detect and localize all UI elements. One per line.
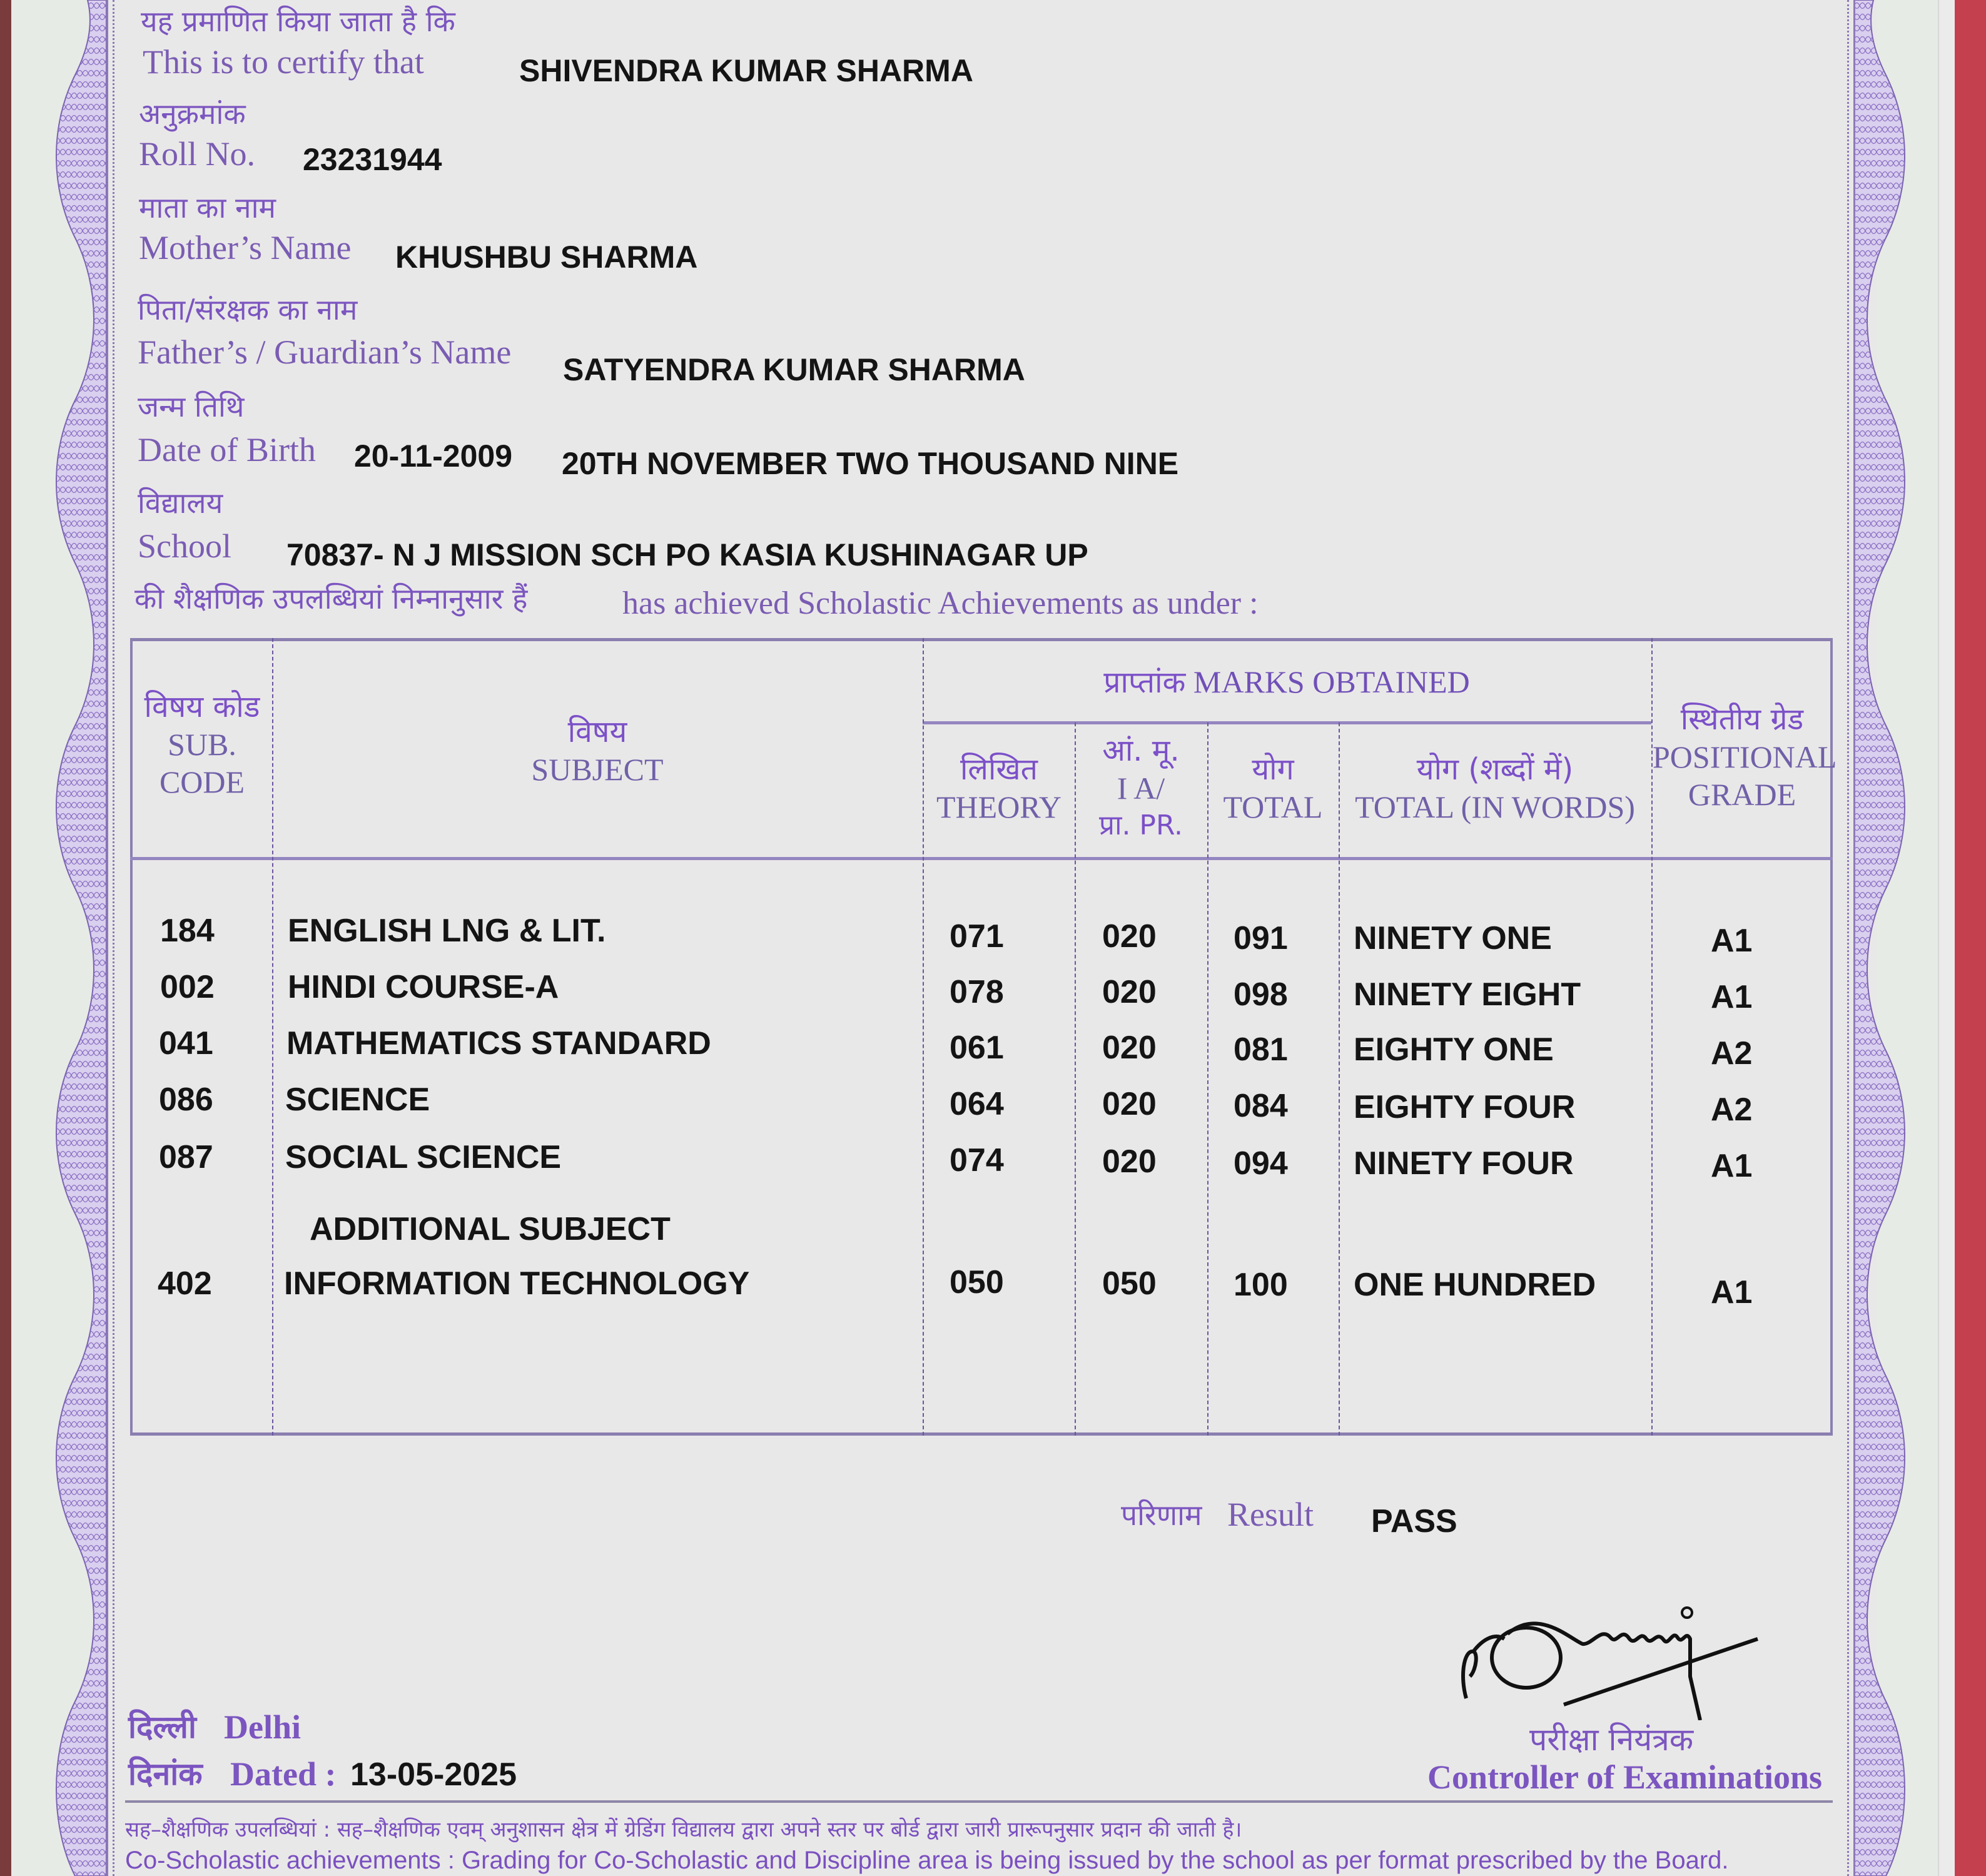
ia-marks: 050: [1102, 1265, 1157, 1302]
marks-subheader-rule: [923, 721, 1651, 724]
mother-label-hindi: माता का नाम: [139, 191, 276, 225]
grade: A1: [1711, 979, 1753, 1015]
school-label: School: [138, 527, 232, 565]
header-marks-obtained: प्राप्तांक MARKS OBTAINED: [1103, 664, 1470, 700]
controller-hindi: परीक्षा नियंत्रक: [1529, 1721, 1694, 1758]
ia-marks: 020: [1102, 1030, 1157, 1066]
total-words: NINETY FOUR: [1354, 1145, 1574, 1182]
microtext-line-right: [1847, 0, 1849, 1876]
theory-marks: 061: [950, 1030, 1004, 1066]
frame-left-edge: [0, 0, 11, 1876]
header-total: योग TOTAL: [1223, 752, 1323, 824]
header-subject: विषय SUBJECT: [531, 714, 664, 787]
roll-label: Roll No.: [139, 135, 256, 173]
result-value: PASS: [1371, 1503, 1457, 1539]
dated-label-hindi: दिनांक: [128, 1756, 203, 1792]
header-bottom-rule: [130, 857, 1833, 860]
subject-name: HINDI COURSE-A: [288, 969, 559, 1005]
achieved-hindi: की शैक्षणिक उपलब्धियां निम्नानुसार हैं: [134, 582, 528, 616]
total-marks: 081: [1234, 1032, 1288, 1068]
col-divider: [1207, 723, 1208, 1436]
co-scholastic-note-hindi: सह–शैक्षणिक उपलब्धियां : सह–शैक्षणिक एवम् अनुशासन क्षेत्र में ग्रेडिंग विद्यालय द्वारा अपने स्तर पर बोर्ड द्वारा जारी प्रारूपनुसार प्रदान की जाती है।: [125, 1817, 1242, 1842]
dob-label: Date of Birth: [138, 431, 316, 469]
header-ia-pr: आं. मू. I A/ प्रा. PR.: [1099, 733, 1183, 841]
microtext-line-left: [113, 0, 114, 1876]
intro-hindi: यह प्रमाणित किया जाता है कि: [141, 4, 455, 38]
grade: A1: [1711, 923, 1753, 959]
grade: A2: [1711, 1092, 1753, 1128]
sub-code: 087: [159, 1139, 213, 1175]
header-theory: लिखित THEORY: [936, 752, 1061, 824]
subject-name: SOCIAL SCIENCE: [285, 1139, 562, 1175]
total-marks: 091: [1234, 920, 1288, 956]
grade: A1: [1711, 1148, 1753, 1184]
col-divider: [923, 638, 924, 1436]
result-label-hindi: परिणाम: [1121, 1498, 1202, 1532]
dob-words: 20TH NOVEMBER TWO THOUSAND NINE: [562, 446, 1179, 481]
dated-label: Dated :: [230, 1755, 337, 1793]
subject-name: SCIENCE: [285, 1082, 430, 1118]
co-scholastic-note-english: Co-Scholastic achievements : Grading for Co-Scholastic and Discipline area is being issued by the school as per format prescribed by the Board.: [125, 1847, 1729, 1874]
intro-english: This is to certify that: [143, 43, 424, 81]
place-english: Delhi: [224, 1708, 301, 1746]
col-divider: [1339, 723, 1340, 1436]
header-total-words: योग (शब्दों में) TOTAL (IN WORDS): [1355, 752, 1635, 824]
total-marks: 094: [1234, 1145, 1288, 1182]
sub-code: 184: [160, 913, 215, 949]
roll-number: 23231944: [303, 142, 442, 177]
total-words: ONE HUNDRED: [1354, 1267, 1596, 1303]
total-marks: 098: [1234, 976, 1288, 1013]
header-sub-code: विषय कोड SUB. CODE: [144, 689, 260, 799]
subject-name: MATHEMATICS STANDARD: [286, 1025, 711, 1062]
sub-code: 041: [159, 1025, 213, 1062]
total-marks: 084: [1234, 1088, 1288, 1124]
achieved-english: has achieved Scholastic Achievements as under :: [622, 586, 1259, 621]
total-words: EIGHTY ONE: [1354, 1032, 1554, 1068]
total-words: NINETY EIGHT: [1354, 976, 1581, 1013]
border-inner-line-left: [106, 0, 108, 1876]
theory-marks: 064: [950, 1086, 1004, 1122]
paper-edge: [1938, 0, 1955, 1876]
header-positional-grade: स्थितीय ग्रेड POSITIONAL GRADE: [1653, 702, 1837, 812]
father-label-hindi: पिता/संरक्षक का नाम: [138, 293, 358, 327]
signature-icon: [1457, 1601, 1783, 1720]
total-marks: 100: [1234, 1267, 1288, 1303]
sub-code: 402: [158, 1265, 212, 1302]
ia-marks: 020: [1102, 1086, 1157, 1122]
additional-subject-label: ADDITIONAL SUBJECT: [310, 1211, 671, 1247]
dob-label-hindi: जन्म तिथि: [138, 390, 245, 423]
ia-marks: 020: [1102, 1143, 1157, 1180]
place-hindi: दिल्ली: [128, 1709, 196, 1745]
controller-english: Controller of Examinations: [1427, 1758, 1823, 1796]
result-label: Result: [1227, 1496, 1314, 1533]
total-words: NINETY ONE: [1354, 920, 1552, 956]
ia-marks: 020: [1102, 974, 1157, 1010]
subject-name: ENGLISH LNG & LIT.: [288, 913, 606, 949]
theory-marks: 078: [950, 974, 1004, 1010]
school-label-hindi: विद्यालय: [138, 486, 223, 520]
theory-marks: 050: [950, 1264, 1004, 1301]
subject-name: INFORMATION TECHNOLOGY: [284, 1265, 750, 1302]
theory-marks: 071: [950, 918, 1004, 955]
father-name: SATYENDRA KUMAR SHARMA: [563, 352, 1025, 387]
dob-value: 20-11-2009: [354, 439, 513, 474]
grade: A2: [1711, 1035, 1753, 1072]
grade: A1: [1711, 1274, 1753, 1311]
theory-marks: 074: [950, 1142, 1004, 1179]
guilloche-border-right-icon: [1848, 0, 1930, 1876]
footer-divider: [125, 1800, 1833, 1803]
ia-marks: 020: [1102, 918, 1157, 955]
school-name: 70837- N J MISSION SCH PO KASIA KUSHINAGAR UP: [286, 537, 1088, 572]
student-name: SHIVENDRA KUMAR SHARMA: [519, 53, 973, 88]
issue-date: 13-05-2025: [350, 1757, 517, 1793]
sub-code: 086: [159, 1082, 213, 1118]
roll-label-hindi: अनुक्रमांक: [139, 97, 246, 131]
guilloche-border-left-icon: [38, 0, 113, 1876]
mother-name: KHUSHBU SHARMA: [395, 240, 698, 275]
total-words: EIGHTY FOUR: [1354, 1089, 1576, 1125]
father-label: Father’s / Guardian’s Name: [138, 333, 512, 371]
frame-right-edge: [1955, 0, 1986, 1876]
border-inner-line-right: [1853, 0, 1855, 1876]
sub-code: 002: [160, 969, 215, 1005]
mother-label: Mother’s Name: [139, 229, 352, 266]
